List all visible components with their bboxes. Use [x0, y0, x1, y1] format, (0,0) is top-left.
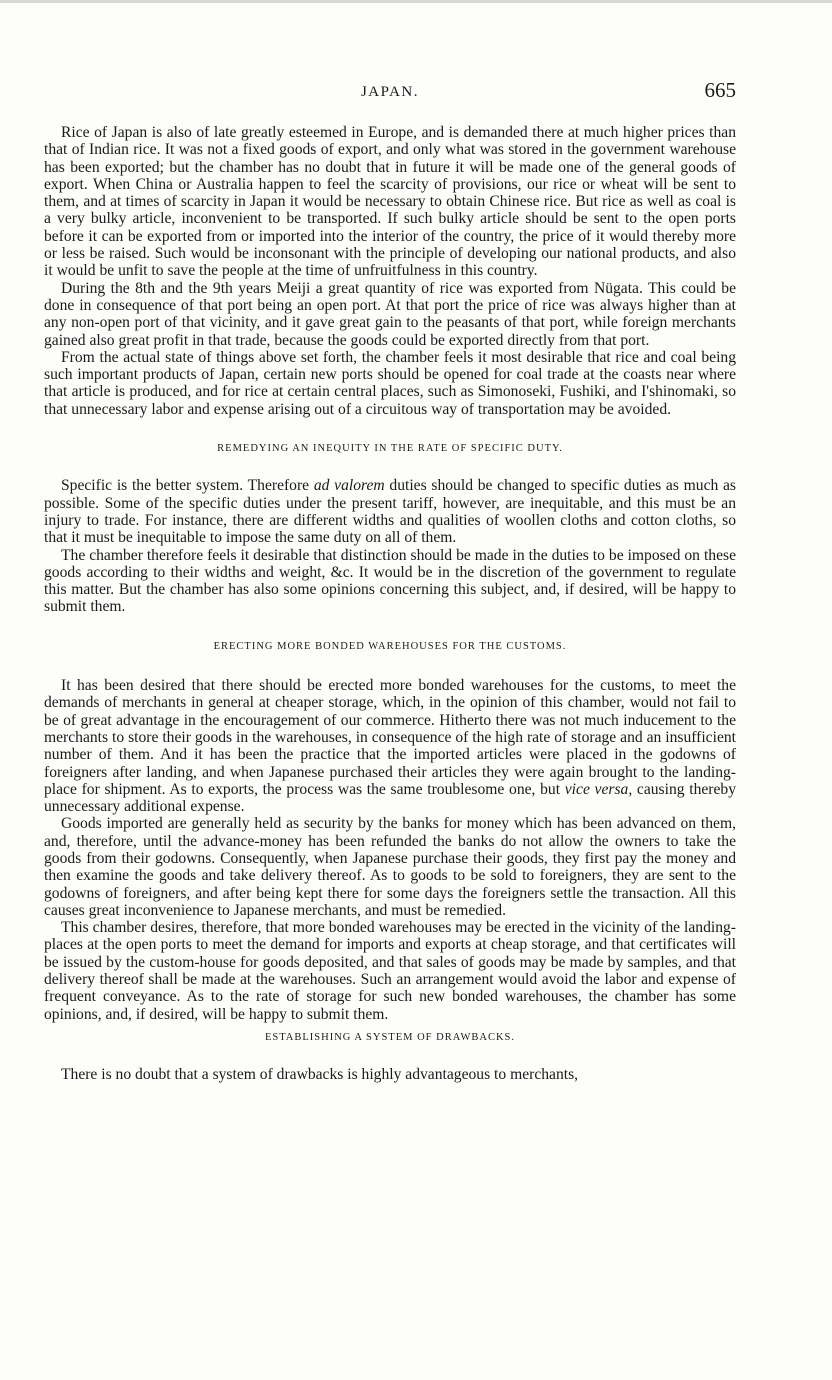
text-run: Specific is the better system. Therefore: [61, 477, 314, 495]
italic-term: vice versa,: [564, 780, 633, 798]
section-heading-drawbacks: ESTABLISHING A SYSTEM OF DRAWBACKS.: [264, 1031, 516, 1043]
italic-term: ad valorem: [313, 477, 385, 495]
paragraph-chamber-desires: This chamber desires, therefore, that more bonded warehouses may be erected in the vicinity of the landing-places at the open ports to meet the demand for imports and exports at cheap storage, and that certificates will be issued by the custom-house for goods deposited, and that sales of goods may be made by samples, and that delivery thereof shall be made at the warehouses. Such an arrangement would avoid the labor and expense of frequent conveyance. As to the rate of storage for such new bonded warehouses, the chamber has some opinions, and, if desired, will be happy to submit them.: [44, 919, 736, 1023]
paragraph-niigata-export: During the 8th and the 9th years Meiji a great quantity of rice was exported from Nügata. This could be done in consequence of that port being an open port. At that port the price of rice was always higher than at any non-open port of that vicinity, and it gave great gain to the peasants of that port, while foreign merchants gained also great profit in that trade, because the goods could be exported directly from that port.: [44, 279, 736, 349]
paragraph-duty-distinction: The chamber therefore feels it desirable that distinction should be made in the duties to be imposed on these goods according to their widths and weight, &c. It would be in the discretion of the government to regulate this matter. But the chamber has also some opinions concerning this subject, and, if desired, will be happy to submit them.: [44, 546, 736, 616]
text-run: duties should be changed to specific duties as much as possible. Some of the specific duties under the present tariff, however, are inequitable, and this must be an injury to trade. For instance, there are different widths and qualities of woollen cloths and cotton cloths, so that it must be inequitable to impose the same duty on all of them.: [44, 477, 737, 547]
section-heading-bonded-warehouses: ERECTING MORE BONDED WAREHOUSES FOR THE CUSTOMS.: [213, 640, 567, 652]
text-run: It has been desired that there should be erected more bonded warehouses for the customs, to meet the demands of merchants in general at cheaper storage, which, in the opinion of this chamber, would not fail to be of great advantage in the encouragement of our commerce. Hitherto there was not much inducement to the merchants to store their goods in the warehouses, in consequence of the high rate of storage and an insufficient number of them. And it has been the practice that the imported articles were placed in the godowns of foreigners after landing, and when Japanese purchased their articles they were again brought to the landing-place for shipment. As to exports, the process was the same troublesome one, but: [44, 677, 736, 798]
section-heading-specific-duty: REMEDYING AN INEQUITY IN THE RATE OF SPECIFIC DUTY.: [217, 443, 563, 455]
paragraph-specific-system: [44, 477, 736, 546]
paragraph-warehouses-desired: [44, 677, 736, 815]
paragraph-new-ports: From the actual state of things above set forth, the chamber feels it most desirable that rice and coal being such important products of Japan, certain new ports should be opened for coal trade at the coasts near where that article is produced, and for rice at certain central places, such as Simonoseki, Fushiki, and I'shinomaki, so that unnecessary labor and expense arising out of a circuitous way of transportation may be avoided.: [44, 348, 736, 418]
paragraph-goods-security: Goods imported are generally held as security by the banks for money which has been advanced on them, and, therefore, until the advance-money has been refunded the banks do not allow the owners to take the goods from their godowns. Consequently, when Japanese purchase their goods, they first pay the money and then examine the goods and take delivery thereof. As to goods to be sold to foreigners, they are sent to the godowns of foreigners, and after being kept there for some days the foreigners settle the transaction. All this causes great inconvenience to Japanese merchants, and must be remedied.: [44, 815, 736, 919]
paragraph-rice-esteemed: Rice of Japan is also of late greatly esteemed in Europe, and is demanded there at much higher prices than that of Indian rice. It was not a fixed goods of export, and only what was stored in the government warehouse has been exported; but the chamber has no doubt that in future it will be made one of the general goods of export. When China or Australia happen to feel the scarcity of provisions, our rice or wheat will be sent to them, and at times of scarcity in Japan it would be necessary to obtain Chinese rice. But rice as well as coal is a very bulky article, inconvenient to be transported. If such bulky article should be sent to the open ports before it can be exported from or imported into the interior of the country, the price of it would thereby more or less be raised. Such would be inconsonant with the principle of developing our national products, and also it would be unfit to save the people at the time of unfruitfulness in this country.: [44, 124, 736, 280]
page-body: [44, 124, 736, 1084]
text-run: causing thereby unnecessary additional expense.: [44, 780, 737, 816]
page-number: 665: [704, 78, 736, 102]
paragraph-drawbacks: There is no doubt that a system of drawbacks is highly advantageous to merchants,: [61, 1066, 579, 1084]
scan-edge: [0, 0, 832, 3]
page-header: [44, 78, 736, 108]
running-head: JAPAN.: [360, 84, 420, 100]
